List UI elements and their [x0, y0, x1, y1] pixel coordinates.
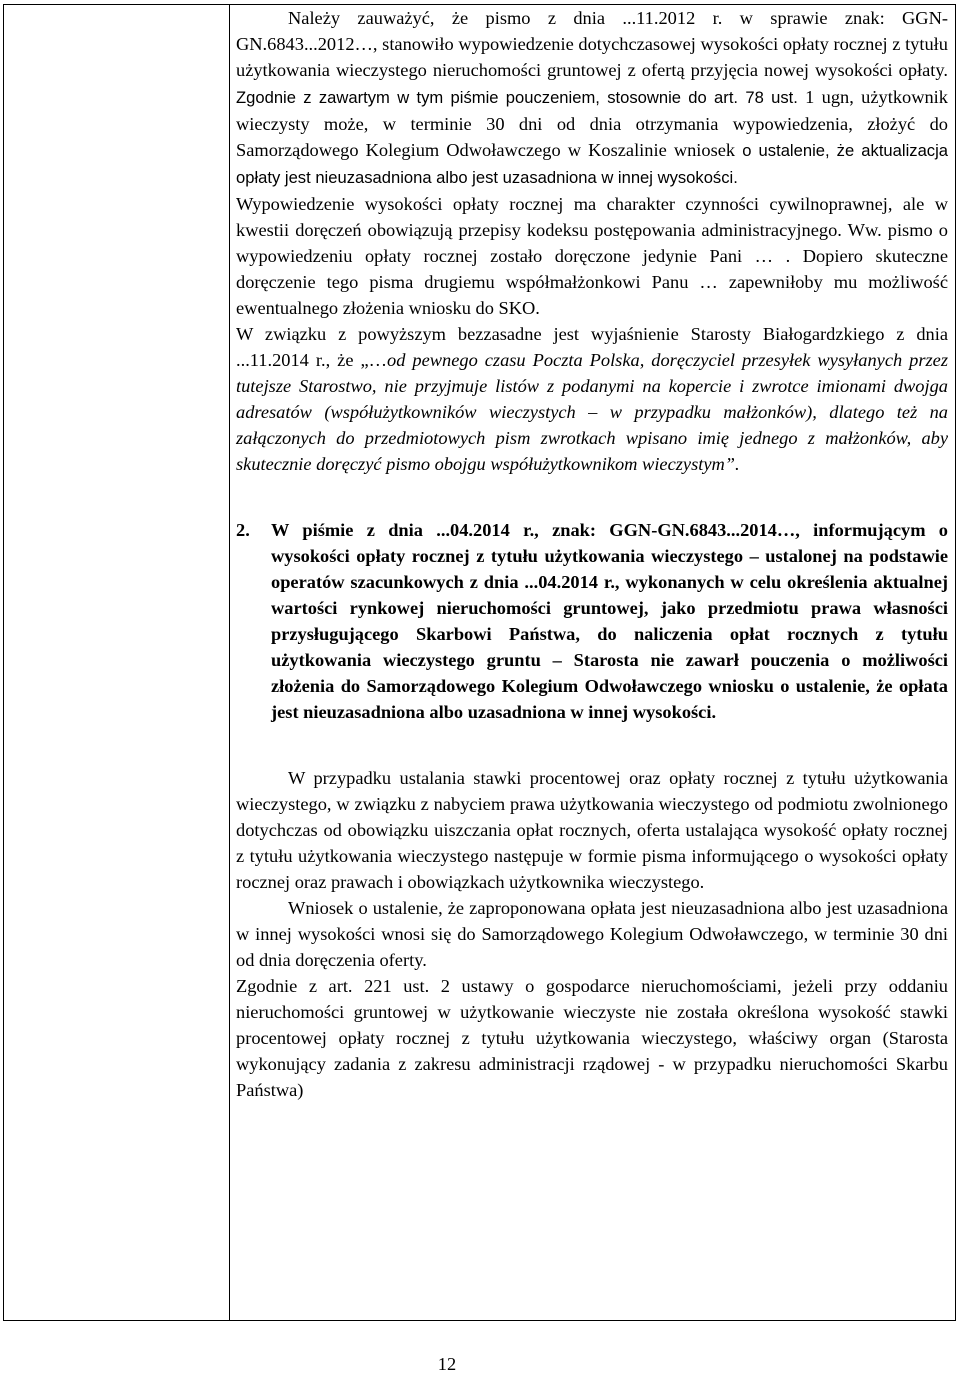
spacer — [236, 725, 948, 765]
paragraph-notice — [236, 5, 948, 191]
paragraph-civil-law — [236, 191, 948, 321]
document-body — [236, 5, 948, 1103]
item-text: W piśmie z dnia ...04.2014 r., znak: GGN-GN.6843...2014…, informującym o wysokości opłaty rocznej z tytułu użytkowania wieczystego – ustalonej na podstawie operatów szacunkowych z dnia ...04.2014 r., wykonanych w celu określenia aktualnej wartości rynkowej nieruchomości gruntowej, jako przedmiotu prawa własności przysługującego Skarbowi Państwa, do naliczenia opłat rocznych z tytułu użytkowania wieczystego gruntu – Starosta nie zawarł pouczenia o możliwości złożenia do Samorządowego Kolegium Odwoławczego wniosku o ustalenie, że opłata jest nieuzasadniona albo uzasadniona w innej wysokości. — [271, 520, 948, 722]
page-number — [0, 1354, 960, 1374]
spacer — [236, 477, 948, 517]
paragraph-notice-part4: o ustalenie, że aktualizacja opłaty jest nieuzasadniona albo jest uzasadniona w innej wysokości. — [236, 141, 949, 187]
paragraph-notice-part1: Należy zauważyć, że pismo z dnia ...11.2012 r. w sprawie znak: GGN-GN.6843...2012…, stanowiło wypowiedzenie dotychczasowej wysokości opłaty rocznej z tytułu użytkowania wieczystego nieruchomości gruntowej z ofertą przyjęcia nowej wysokości opłaty. — [236, 8, 948, 80]
paragraph-civil-law-part1: Wypowiedzenie wysokości opłaty rocznej ma charakter czynności cywilnoprawnej, ale w kwestii doręczeń obowiązują przepisy kodeksu postępowania administracyjnego. — [236, 194, 948, 240]
column-divider — [229, 5, 230, 1320]
explanation-quote: od pewnego czasu Poczta Polska, doręczyciel przesyłek wysyłanych przez tutejsze Starostwo, nie przyjmuje listów z podanymi na kopercie i zwrotce imionami dwojga adresatów (współużytkowników wieczystych – w przypadku małżonków), dlatego też na załączonych do przedmiotowych pism zwrotkach wpisano imię jednego z małżonków, aby skutecznie doręczyć pismo obojgu współużytkownikom wieczystym”. — [236, 350, 948, 474]
paragraph-art-221: Zgodnie z art. 221 ust. 2 ustawy o gospodarce nieruchomościami, jeżeli przy oddaniu nieruchomości gruntowej w użytkowanie wieczyste nie została określona wysokość stawki procentowej opłaty rocznej z tytułu użytkowania wieczystego, właściwy organ (Starosta wykonujący zadania z zakresu administracji rządowej - w przypadku nieruchomości Skarbu Państwa) — [236, 976, 948, 1100]
numbered-item-2 — [236, 517, 948, 725]
explanation-plain: W związku z powyższym bezzasadne jest wyjaśnienie Starosty Białogardzkiego z dnia ...11.2014 r., że „… — [236, 324, 948, 370]
paragraph-notice-part3: 1 ugn, użytkownik wieczysty może, w terminie 30 dni od dnia otrzymania wypowiedzenia, złożyć do Samorządowego Kolegium Odwoławczego w Koszalinie wniosek — [236, 87, 948, 160]
page-number-text: 12 — [437, 1354, 457, 1374]
paragraph-rate-setting: W przypadku ustalania stawki procentowej oraz opłaty rocznej z tytułu użytkowania wieczystego, w związku z nabyciem prawa użytkowania wieczystego od podmiotu zwolnionego dotychczas od obowiązku uiszczania opłat rocznych, oferta ustalająca wysokość opłaty rocznej z tytułu użytkowania wieczystego następuje w formie pisma informującego o wysokości opłaty rocznej oraz prawach i obowiązkach użytkownika wieczystego. — [236, 768, 948, 892]
paragraph-application: Wniosek o ustalenie, że zaproponowana opłata jest nieuzasadniona albo jest uzasadniona w innej wysokości wnosi się do Samorządowego Kolegium Odwoławczego, w terminie 30 dni od dnia doręczenia oferty. — [236, 898, 948, 970]
item-number: 2. — [236, 520, 250, 540]
paragraph-notice-part2: Zgodnie z zawartym w tym piśmie pouczeniem, stosownie do art. 78 ust. — [236, 88, 798, 107]
paragraph-starosta-explanation — [236, 321, 948, 477]
paragraph-civil-law-part2: Ww. pismo o wypowiedzeniu opłaty rocznej zostało doręczone jedynie Pani … . Dopiero skuteczne doręczenie tego pisma drugiemu współmałżonkowi Panu … zapewniłoby mu możliwość ewentualnego złożenia wniosku do SKO. — [236, 220, 948, 318]
